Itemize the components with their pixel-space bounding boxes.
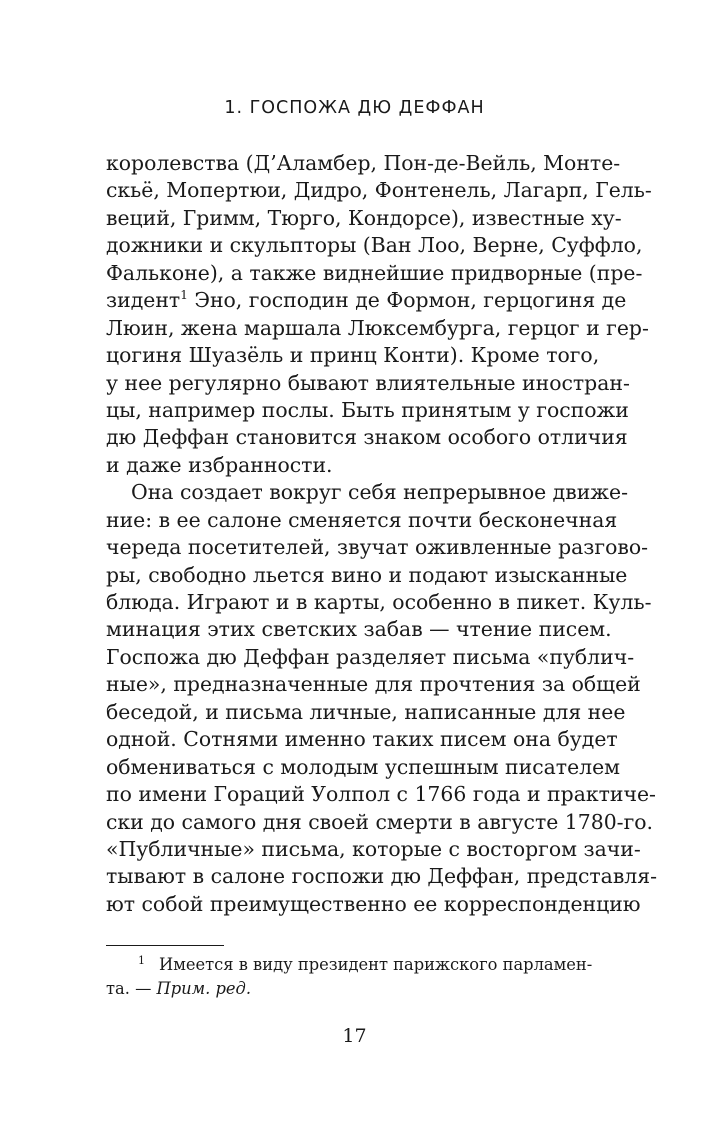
footnote-line bbox=[106, 977, 578, 1001]
text-line: Люин, жена маршала Люксембурга, герцог и гер- bbox=[106, 315, 649, 340]
text-line: скьё, Мопертюи, Дидро, Фонтенель, Лагарп, Гель- bbox=[106, 178, 652, 203]
text-line: цы, например послы. Быть принятым у госпожи bbox=[106, 397, 629, 422]
text-fragment: Эно, господин де Формон, герцогиня де bbox=[187, 288, 627, 313]
text-line: цогиня Шуазёль и принц Конти). Кроме того, bbox=[106, 343, 600, 368]
text-line: «Публичные» письма, которые с восторгом зачи- bbox=[106, 836, 641, 861]
main-text bbox=[106, 150, 658, 918]
text-line: и даже избранности. bbox=[106, 452, 333, 477]
footnote-text: Имеется в виду президент парижского парламен- bbox=[159, 955, 593, 974]
running-header: 1. ГОСПОЖА ДЮ ДЕФФАН bbox=[224, 98, 485, 118]
page-number: 17 bbox=[342, 1025, 367, 1047]
text-line: королевства (Д’Аламбер, Пон-де-Вейль, Монте- bbox=[106, 151, 621, 175]
text-line: беседой, и письма личные, написанные для нее bbox=[106, 699, 626, 724]
footnote-reference: 1 bbox=[180, 288, 188, 303]
footnote-line bbox=[106, 953, 593, 977]
text-line: по имени Гораций Уолпол с 1766 года и практиче- bbox=[106, 782, 656, 807]
text-line: блюда. Играют и в карты, особенно в пикет. Куль- bbox=[106, 590, 652, 614]
text-line: Госпожа дю Деффан разделяет письма «публич- bbox=[106, 644, 635, 669]
text-line: обмениваться с молодым успешным писателем bbox=[106, 754, 621, 779]
text-line: ют собой преимущественно ее корреспонденцию bbox=[106, 891, 641, 916]
text-line: ные», предназначенные для прочтения за общей bbox=[106, 672, 641, 697]
text-line-with-footnote bbox=[106, 287, 627, 314]
footnote-text: та. — bbox=[106, 979, 157, 998]
text-line: череда посетителей, звучат оживленные разгово- bbox=[106, 535, 649, 560]
text-line: у нее регулярно бывают влиятельные иностран- bbox=[106, 370, 630, 395]
text-line: дожники и скульпторы (Ван Лоо, Верне, Суффло, bbox=[106, 233, 643, 258]
text-line: одной. Сотнями именно таких писем она будет bbox=[106, 727, 618, 752]
text-line: ние: в ее салоне сменяется почти бесконечная bbox=[106, 507, 618, 532]
text-line: тывают в салоне госпожи дю Деффан, представля- bbox=[106, 864, 658, 889]
text-line: дю Деффан становится знаком особого отличия bbox=[106, 425, 628, 450]
text-line: минация этих светских забав — чтение писем. bbox=[106, 617, 612, 642]
editor-note: Прим. ред. bbox=[156, 979, 252, 998]
footnote-marker: 1 bbox=[138, 954, 145, 967]
footnote-divider bbox=[106, 945, 224, 946]
footnote bbox=[106, 953, 593, 1001]
text-line: ски до самого дня своей смерти в августе 1780-го. bbox=[106, 809, 654, 834]
text-fragment: зидент bbox=[106, 288, 181, 313]
text-line: веций, Гримм, Тюрго, Кондорсе), известные ху- bbox=[106, 205, 622, 230]
text-line: Фальконе), а также виднейшие придворные (пре- bbox=[106, 260, 643, 285]
paragraph-first-line: Она создает вокруг себя непрерывное движе- bbox=[131, 480, 629, 505]
text-line: ры, свободно льется вино и подают изысканные bbox=[106, 562, 628, 587]
